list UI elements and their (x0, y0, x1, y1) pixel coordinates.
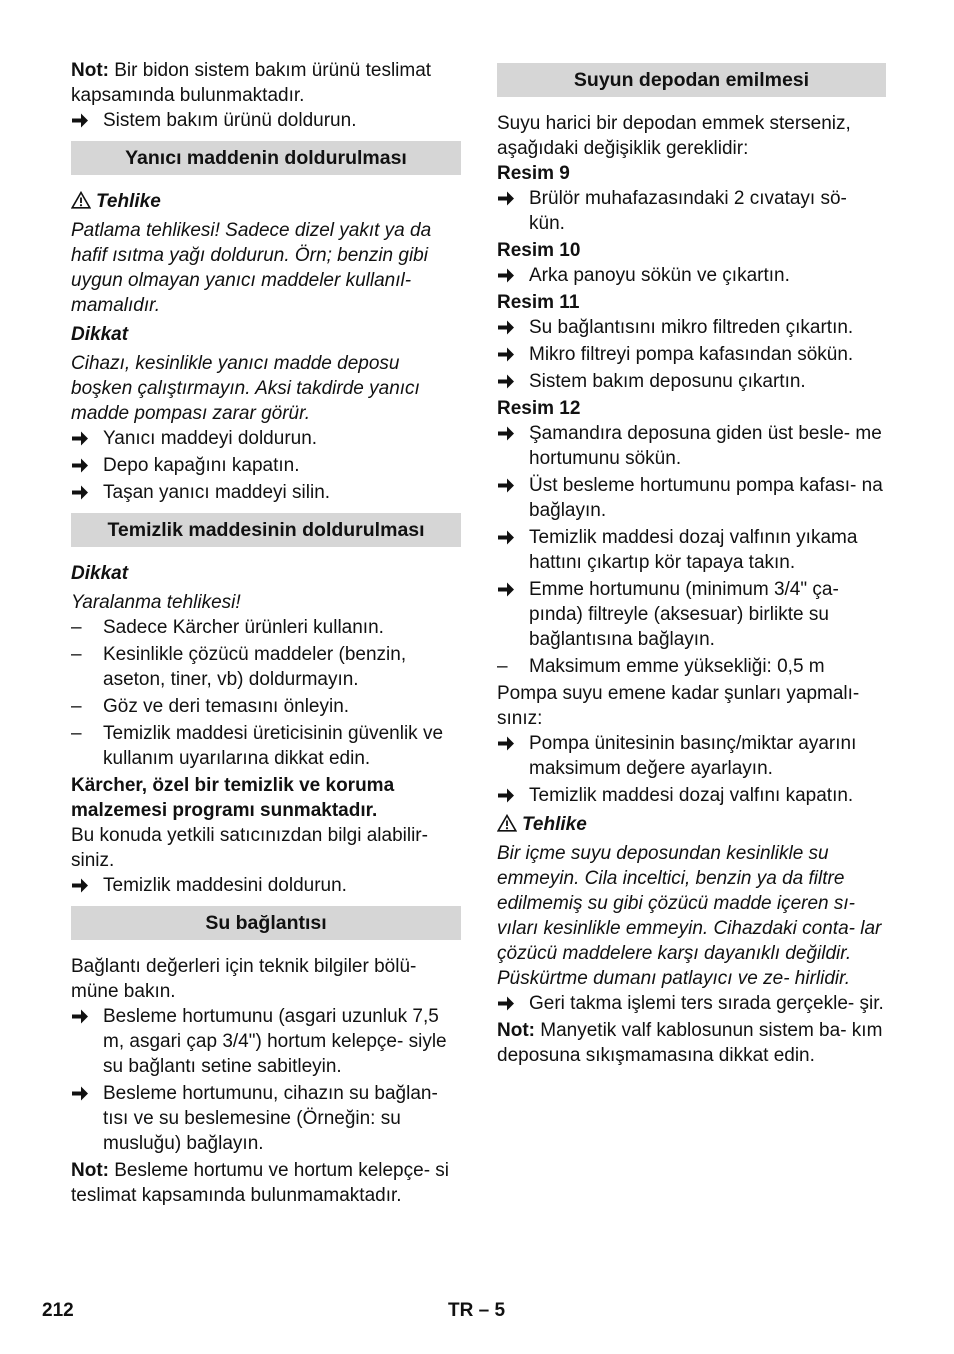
left-column (71, 58, 461, 1208)
arrow-icon (71, 430, 89, 447)
instruction-step (497, 369, 886, 394)
step-text: Taşan yanıcı maddeyi silin. (103, 482, 331, 503)
arrow-icon (497, 190, 515, 207)
dash-item (71, 694, 461, 719)
figure-reference: Resim 12 (497, 398, 581, 419)
step-text: Temizlik maddesini doldurun. (103, 875, 347, 896)
caution-text: Cihazı, kesinlikle yanıcı madde deposu boşken çalıştırmayın. Aksi takdirde yanıcı madde pompası zarar görür. (71, 353, 420, 424)
note-paragraph (497, 1018, 886, 1068)
arrow-icon (497, 319, 515, 336)
instruction-step (497, 577, 886, 652)
instruction-step (71, 426, 461, 451)
arrow-icon (497, 267, 515, 284)
language-page-label: TR – 5 (448, 1300, 506, 1321)
dash-item (497, 654, 886, 679)
dash-text: Maksimum emme yüksekliği: 0,5 m (529, 656, 825, 677)
instruction-step (71, 108, 461, 133)
step-text: Temizlik maddesi dozaj valfını kapatın. (529, 785, 854, 806)
arrow-icon (497, 373, 515, 390)
instruction-step (497, 525, 886, 575)
note-label: Not: (71, 1160, 109, 1181)
step-text: Sistem bakım deposunu çıkartın. (529, 371, 806, 392)
note-label: Not: (71, 60, 109, 81)
danger-text: Bir içme suyu deposundan kesinlikle su emmeyin. Cila inceltici, benzin ya da filtre edilmemiş su gibi çözücü madde içeren sı- vıları kesinlikle emmeyin. Cihazdaki conta- lar çözücü maddelere karşı dayanıklı değildir. Püskürtme dumanı patlayıcı ve ze- hirlidir. (497, 843, 882, 989)
arrow-icon (497, 995, 515, 1012)
arrow-icon (497, 477, 515, 494)
dealer-info-text: Bu konuda yetkili satıcınızdan bilgi alabilir- siniz. (71, 825, 428, 871)
danger-title (71, 189, 461, 214)
instruction-step (71, 453, 461, 478)
danger-title-text: Tehlike (96, 191, 161, 212)
step-text: Sistem bakım ürünü doldurun. (103, 110, 357, 131)
instruction-step (71, 1081, 461, 1156)
step-text: Yanıcı maddeyi doldurun. (103, 428, 318, 449)
section-heading: Yanıcı maddenin doldurulması (71, 141, 461, 175)
dash-mark: – (497, 656, 508, 677)
caution-title: Dikkat (71, 563, 129, 584)
arrow-icon (497, 735, 515, 752)
warning-triangle-icon (497, 814, 517, 832)
danger-title-text: Tehlike (522, 814, 587, 835)
arrow-icon (71, 112, 89, 129)
note-paragraph (71, 1158, 461, 1208)
arrow-icon (71, 457, 89, 474)
note-text: Bir bidon sistem bakım ürünü teslimat kapsamında bulunmaktadır. (71, 60, 432, 106)
instruction-step (497, 421, 886, 471)
step-text: Emme hortumunu (minimum 3/4" ça- pında) filtreyle (aksesuar) birlikte su bağlantısına bağlayın. (529, 579, 839, 650)
dash-item (71, 615, 461, 640)
arrow-icon (71, 877, 89, 894)
danger-text: Patlama tehlikesi! Sadece dizel yakıt ya da hafif ısıtma yağı doldurun. Örn; benzin gibi uygun olmayan yanıcı maddeler kullanıl- mamalıdır. (71, 220, 432, 316)
instruction-step (497, 473, 886, 523)
note-paragraph (71, 58, 461, 108)
figure-reference: Resim 10 (497, 240, 581, 261)
arrow-icon (71, 1008, 89, 1025)
arrow-icon (497, 529, 515, 546)
dash-mark: – (71, 723, 82, 744)
instruction-step (497, 186, 886, 236)
instruction-step (71, 873, 461, 898)
instruction-step (497, 783, 886, 808)
instruction-step (497, 342, 886, 367)
section-heading: Temizlik maddesinin doldurulması (71, 513, 461, 547)
arrow-icon (497, 787, 515, 804)
step-text: Su bağlantısını mikro filtreden çıkartın. (529, 317, 854, 338)
caution-text: Yaralanma tehlikesi! (71, 592, 241, 613)
dash-item (71, 642, 461, 692)
page-number: 212 (42, 1300, 74, 1321)
step-text: Pompa ünitesinin basınç/miktar ayarını maksimum değere ayarlayın. (529, 733, 857, 779)
arrow-icon (497, 425, 515, 442)
step-text: Besleme hortumunu (asgari uzunluk 7,5 m, asgari çap 3/4") hortum kelepçe- siyle su bağlantı setine sabitleyin. (103, 1006, 447, 1077)
instruction-step (497, 263, 886, 288)
dash-item (71, 721, 461, 771)
step-text: Brülör muhafazasındaki 2 cıvatayı sö- kün. (529, 188, 847, 234)
section-heading: Suyun depodan emilmesi (497, 63, 886, 97)
note-text: Manyetik valf kablosunun sistem ba- kım deposuna sıkışmamasına dikkat edin. (497, 1020, 883, 1066)
instruction-step (497, 315, 886, 340)
arrow-icon (71, 484, 89, 501)
arrow-icon (71, 1085, 89, 1102)
figure-reference: Resim 11 (497, 292, 580, 313)
arrow-icon (497, 346, 515, 363)
note-text: Besleme hortumu ve hortum kelepçe- si teslimat kapsamında bulunmamaktadır. (71, 1160, 450, 1206)
connection-info-text: Bağlantı değerleri için teknik bilgiler bölü- müne bakın. (71, 956, 417, 1002)
intro-text: Suyu harici bir depodan emmek sterseniz, aşağıdaki değişiklik gereklidir: (497, 113, 851, 159)
instruction-step (71, 1004, 461, 1079)
dash-mark: – (71, 617, 82, 638)
figure-reference: Resim 9 (497, 163, 570, 184)
danger-title (497, 812, 886, 837)
arrow-icon (497, 581, 515, 598)
step-text: Besleme hortumunu, cihazın su bağlan- tısı ve su beslemesine (Örneğin: su musluğu) bağlayın. (103, 1083, 438, 1154)
dash-mark: – (71, 696, 82, 717)
step-text: Depo kapağını kapatın. (103, 455, 300, 476)
step-text: Arka panoyu sökün ve çıkartın. (529, 265, 790, 286)
dash-text: Kesinlikle çözücü maddeler (benzin, aseton, tiner, vb) doldurmayın. (103, 644, 407, 690)
instruction-step (497, 731, 886, 781)
section-heading: Su bağlantısı (71, 906, 461, 940)
right-column (497, 58, 886, 1068)
step-text: Temizlik maddesi dozaj valfının yıkama hattını çıkartıp kör tapaya takın. (529, 527, 858, 573)
karcher-program-text: Kärcher, özel bir temizlik ve koruma malzemesi programı sunmaktadır. (71, 775, 395, 821)
dash-mark: – (71, 644, 82, 665)
pump-info-text: Pompa suyu emene kadar şunları yapmalı- sınız: (497, 683, 860, 729)
step-text: Üst besleme hortumunu pompa kafası- na bağlayın. (529, 475, 883, 521)
warning-triangle-icon (71, 191, 91, 209)
dash-text: Göz ve deri temasını önleyin. (103, 696, 350, 717)
step-text: Şamandıra deposuna giden üst besle- me hortumunu sökün. (529, 423, 882, 469)
instruction-step (71, 480, 461, 505)
instruction-step (497, 991, 886, 1016)
caution-title: Dikkat (71, 324, 129, 345)
step-text: Geri takma işlemi ters sırada gerçekle- şir. (529, 993, 884, 1014)
step-text: Mikro filtreyi pompa kafasından sökün. (529, 344, 854, 365)
dash-text: Temizlik maddesi üreticisinin güvenlik ve kullanım uyarılarına dikkat edin. (103, 723, 444, 769)
note-label: Not: (497, 1020, 535, 1041)
dash-text: Sadece Kärcher ürünleri kullanın. (103, 617, 384, 638)
